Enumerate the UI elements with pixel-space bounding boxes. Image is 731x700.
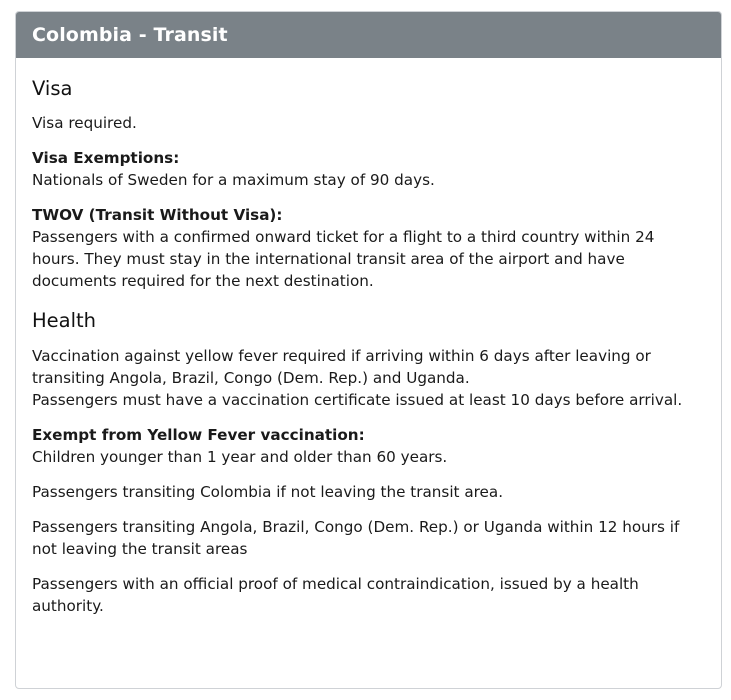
exempt-item: Passengers with an official proof of medical contraindication, issued by a health authority. (32, 575, 639, 615)
exempt-item: Passengers transiting Angola, Brazil, Congo (Dem. Rep.) or Uganda within 12 hours if not leaving the transit areas (32, 518, 680, 558)
visa-exemptions-text: Nationals of Sweden for a maximum stay of 90 days. (32, 171, 435, 189)
visa-status: Visa required. (32, 114, 137, 132)
exempt-label: Exempt from Yellow Fever vaccination: (32, 426, 365, 444)
panel-body (16, 58, 721, 617)
panel-title: Colombia - Transit (16, 12, 721, 58)
yellow-fever-requirement (32, 345, 705, 411)
transit-info-panel (15, 11, 722, 689)
exempt-item: Passengers transiting Colombia if not leaving the transit area. (32, 483, 504, 501)
visa-exemptions-label: Visa Exemptions: (32, 149, 180, 167)
twov-section (32, 204, 705, 292)
exempt-item: Children younger than 1 year and older than 60 years. (32, 448, 448, 466)
visa-heading: Visa (32, 77, 73, 100)
health-heading: Health (32, 309, 97, 332)
vaccination-line-1: Vaccination against yellow fever required if arriving within 6 days after leaving or transiting Angola, Brazil, Congo (Dem. Rep.) and Uganda. (32, 347, 651, 387)
twov-text: Passengers with a confirmed onward ticket for a flight to a third country within 24 hours. They must stay in the international transit area of the airport and have documents required for the next destination. (32, 228, 655, 290)
visa-exemptions (32, 147, 705, 191)
yellow-fever-exempt (32, 424, 705, 468)
twov-label: TWOV (Transit Without Visa): (32, 206, 283, 224)
vaccination-line-2: Passengers must have a vaccination certificate issued at least 10 days before arrival. (32, 391, 683, 409)
